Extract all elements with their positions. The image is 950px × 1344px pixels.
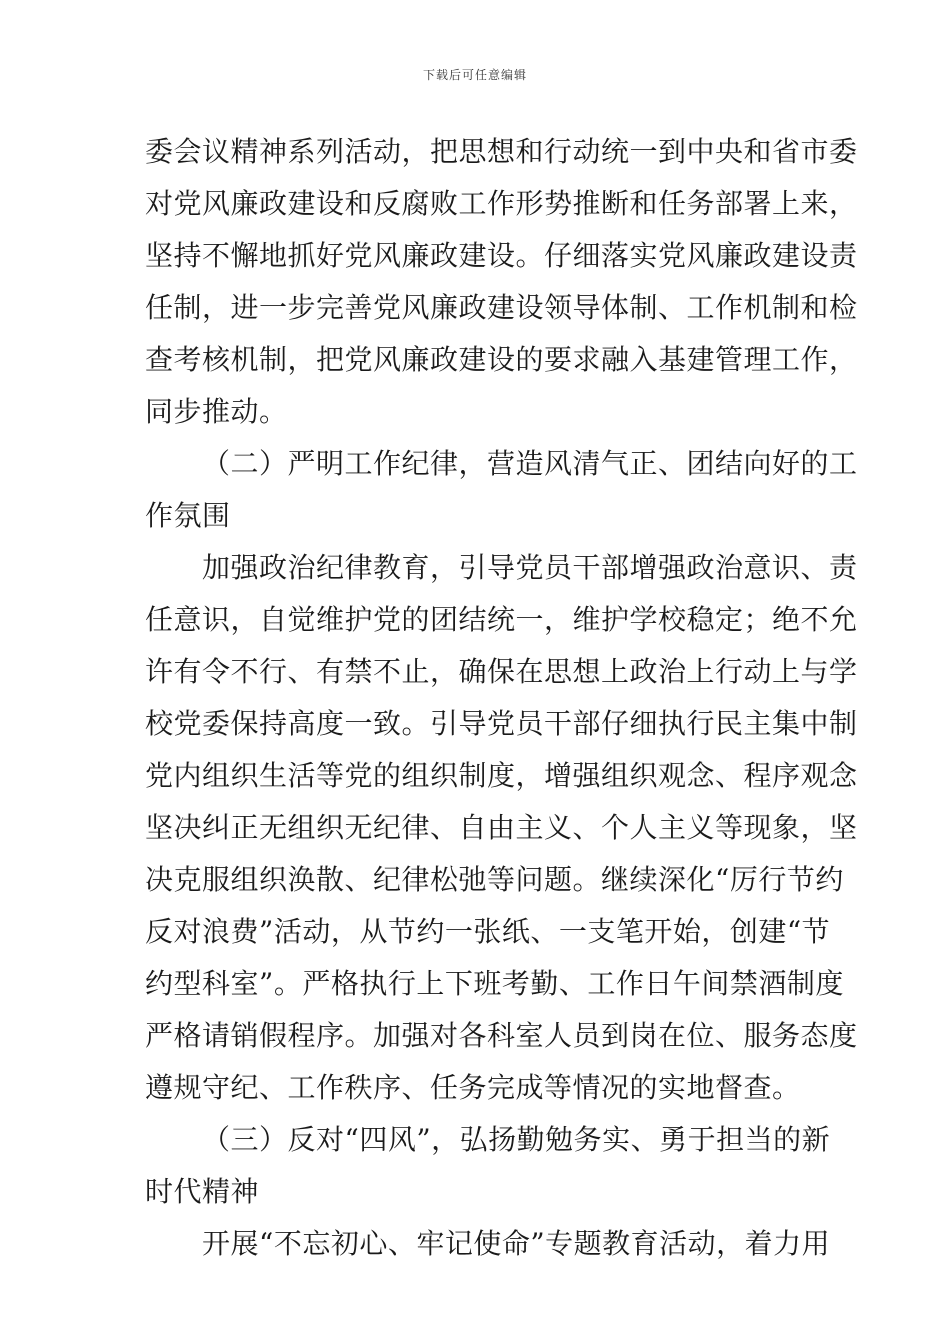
section-heading-3-cont: 时代精神: [145, 1175, 260, 1208]
text-line: 任意识，自觉维护党的团结统一，维护学校稳定；绝不允: [145, 603, 858, 636]
text-line: 委会议精神系列活动，把思想和行动统一到中央和省市委: [145, 135, 858, 168]
text-line: 反对浪费”活动，从节约一张纸、一支笔开始，创建“节: [145, 915, 831, 948]
text-line: 对党风廉政建设和反腐败工作形势推断和任务部署上来，: [145, 187, 858, 220]
section-heading-2: （二）严明工作纪律，营造风清气正、团结向好的工: [202, 447, 858, 480]
section-heading-2-cont: 作氛围: [145, 499, 231, 532]
paragraph-start: 加强政治纪律教育，引导党员干部增强政治意识、责: [202, 551, 858, 584]
text-line: 坚决纠正无组织无纪律、自由主义、个人主义等现象，坚: [145, 811, 858, 844]
paragraph-start: 开展“不忘初心、牢记使命”专题教育活动，着力用: [202, 1227, 831, 1260]
text-line: 党内组织生活等党的组织制度，增强组织观念、程序观念: [145, 759, 858, 792]
text-line: 查考核机制，把党风廉政建设的要求融入基建管理工作，: [145, 343, 858, 376]
text-line: 约型科室”。严格执行上下班考勤、工作日午间禁酒制度: [145, 967, 844, 1000]
text-line: 校党委保持高度一致。引导党员干部仔细执行民主集中制: [145, 707, 858, 740]
text-line: 坚持不懈地抓好党风廉政建设。仔细落实党风廉政建设责: [145, 239, 858, 272]
document-body: [145, 126, 858, 1270]
text-line: 严格请销假程序。加强对各科室人员到岗在位、服务态度: [145, 1019, 858, 1052]
text-line: 同步推动。: [145, 395, 288, 428]
page-header-note: 下载后可任意编辑: [422, 68, 527, 82]
section-heading-3: （三）反对“四风”，弘扬勤勉务实、勇于担当的新: [202, 1123, 831, 1156]
text-line: 许有令不行、有禁不止，确保在思想上政治上行动上与学: [145, 655, 858, 688]
text-line: 决克服组织涣散、纪律松弛等问题。继续深化“厉行节约: [145, 863, 844, 896]
text-line: 遵规守纪、工作秩序、任务完成等情况的实地督查。: [145, 1071, 801, 1104]
text-line: 任制，进一步完善党风廉政建设领导体制、工作机制和检: [145, 291, 858, 324]
